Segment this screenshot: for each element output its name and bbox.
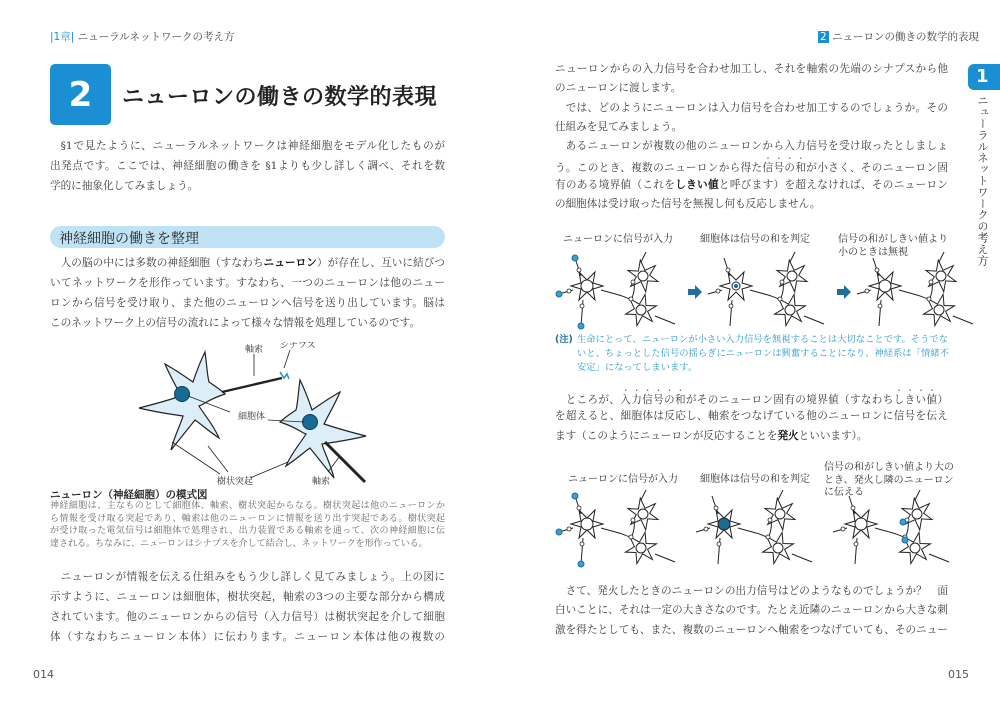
text-line: 学的に抽象化してみましょう。 [50,180,199,192]
bold-term: ニューロン [263,257,317,269]
text-line: さて、発火したときのニューロンの出力信号はどのようなものでしょうか？ 面 [565,585,948,597]
note-line: 安定」になってしまいます。 [577,362,698,373]
axon [325,442,365,482]
intro-paragraph [50,136,445,196]
text-segment: ます（このようにニューロンが反応することを [555,429,778,442]
text-line: ら情報を受け取る突起であり、軸索は他のニューロンに情報を送り出す突起である。樹状突起 [50,513,445,524]
emphasized-text: しきい値 [893,394,938,406]
running-head-left [50,29,235,44]
text-segment: ）が存在し、互いに結びつ [316,257,446,269]
text-line: あるニューロンが複数の他のニューロンから入力信号を受け取ったとしましょ [565,140,948,153]
bold-term: しきい値 [675,178,719,191]
text-line: このネットワーク上の信号の流れによって様々な情報を処理しているのです。 [50,317,420,329]
note [555,333,948,375]
page-title: ニューロンの働きの数学的表現 [122,85,438,110]
body-paragraph [555,582,948,640]
text-line: のニューロンに渡します。 [555,82,682,95]
text-line: 白いことに、それは一定の大きさなのです。たとえ近隣のニューロンから大きな刺 [555,604,948,617]
text-line: ロンから信号を受け取り、また他のニューロンへ信号を送り出しています。脳は [50,297,445,309]
axon [222,378,282,392]
label-axon-bottom: 軸索 [312,477,331,487]
text-line: 達される。ちなみに、ニューロンはシナプスを介して結合し、ネットワークを形作っている。 [50,538,428,549]
nucleus [175,387,190,402]
text-line: が受け取った電気信号は細胞体で処理され、出力装置である軸索を通って、次の神経細胞に伝 [50,526,445,537]
neuron-schematic [120,342,380,488]
text-line: 神経細胞は、主なものとして細胞体、軸索、樹状突起からなる。樹状突起は他のニューロンか [50,501,445,511]
subsection-title: 神経細胞の働きを整理 [59,231,199,247]
network-panel [555,252,683,332]
text-line: 激を得たとしても、また、複数のニューロンへ軸索をつなげていても、そのニュー [555,623,948,636]
arrow-right-icon [688,285,702,299]
text-line: されています。他のニューロンからの信号（入力信号）は樹状突起を介して細胞 [50,611,445,623]
text-line: 示すように、ニューロンは細胞体，樹状突起，軸索の3つの主要な部分から構成 [50,591,445,603]
neuron-right [280,380,366,478]
text-line: では、どのようにニューロンは入力信号を合わせ加工するのでしょうか。その [565,101,948,114]
body-paragraph [555,388,948,446]
text-segment: ） [937,394,949,406]
diagram2-label-2: 細胞体は信号の和を判定 [700,474,810,485]
chapter-tab[interactable]: 1 [968,64,1000,90]
network-panel [692,490,820,570]
section-marker: 2 [820,31,827,43]
label-axon: 軸索 [245,345,264,355]
subsection-header [50,226,445,248]
network-panel [704,252,832,332]
label-synapse: シナプス [280,342,316,351]
text-line: の細胞体は受け取った信号を無視し何も反応しません。 [555,198,821,211]
emphasized-text: 入力信号の和 [620,394,686,406]
note-tag: (注) [555,334,573,345]
text-segment: ところが、 [565,394,621,406]
diagram2-label-1: ニューロンに信号が入力 [568,474,678,485]
text-line: ニューロンが情報を伝える仕組みをもう少し詳しく見てみましょう。上の図に [60,571,445,583]
text-line [555,156,948,175]
section-running-title: ニューロンの働きの数学的表現 [832,31,980,43]
text-segment: 人の脳の中には多数の神経細胞（すなわち [60,257,264,269]
text-line [555,427,948,446]
running-head-right [818,29,979,44]
page-number-right: 015 [948,668,969,681]
emphasized-text: 信号の和 [762,162,807,175]
section-number-box: 2 [50,64,111,125]
figure-caption [50,500,445,550]
bold-term: 発火 [777,429,799,442]
text-line: 出発点です。ここでは、神経細胞の働きを §1よりも少し詳しく調べ、それを数 [50,160,445,172]
text-line: ニューロンからの入力信号を合わせ加工し、それを軸索の先端のシナプスから他 [555,63,948,75]
chapter-tab-label: ニューラルネットワークの考え方 [976,95,989,266]
text-line: いてネットワークを形作っています。すなわち、一つのニューロンは他のニュー [50,277,445,289]
text-line: 仕組みを見てみましょう。 [555,120,683,133]
text-line [50,253,445,273]
body-paragraph [50,567,445,647]
text-segment: がそのニューロン固有の境界値（すなわち [685,394,894,406]
diagram1-label-3: 信号の和がしきい値より 小のときは無視 [838,234,948,258]
diagram1 [555,252,990,332]
text-segment: と呼びます）を超えなければ、そのニューロン [718,178,949,191]
diagram2-label-3: 信号の和がしきい値より大の とき、発火し隣のニューロン に伝える [824,462,954,498]
figure-caption-title: ニューロン（神経細胞）の模式図 [50,489,208,501]
text-segment: う。このとき、複数のニューロンから得た [555,162,763,175]
neuron-left [139,352,282,450]
chapter-label: 1章 [53,31,71,43]
page-number-left: 014 [33,668,54,681]
network-panel [829,490,957,570]
diagram2 [555,490,966,570]
text-segment: といいます）。 [798,429,868,442]
nucleus [303,415,318,430]
arrow-right-icon [837,285,851,299]
text-line: 体（すなわちニューロン本体）に伝わります。ニューロン本体は他の複数の [50,631,445,643]
chapter-title: ニューラルネットワークの考え方 [77,31,235,43]
note-line: いと、ちょっとした信号の揺らぎにニューロンは興奮することになり、神経系は「情緒不 [577,348,949,359]
text-line [555,388,948,407]
diagram1-label-1: ニューロンに信号が入力 [563,234,673,245]
network-panel [853,252,981,332]
body-paragraph [50,253,445,333]
text-line: を超えると、細胞体は反応し、軸索をつなげている他のニューロンに信号を伝え [555,410,948,423]
label-cell-body: 細胞体 [238,412,266,422]
chapter-marker: |1章| [50,31,75,43]
note-line: 生命にとって、ニューロンが小さい入力信号を無視することは大切なことです。そうでな [577,334,948,345]
diagram1-label-2: 細胞体は信号の和を判定 [700,234,810,245]
text-segment: が小さく、そのニューロン固 [806,162,949,175]
label-dendrite: 樹状突起 [217,477,254,487]
text-segment: 有のある境界値（これを [555,178,676,191]
network-panel [555,490,683,570]
note-body [577,333,948,375]
text-line [555,176,948,195]
text-line: §1で見たように、ニューラルネットワークは神経細胞をモデル化したものが [60,140,445,152]
body-paragraph [555,60,948,214]
